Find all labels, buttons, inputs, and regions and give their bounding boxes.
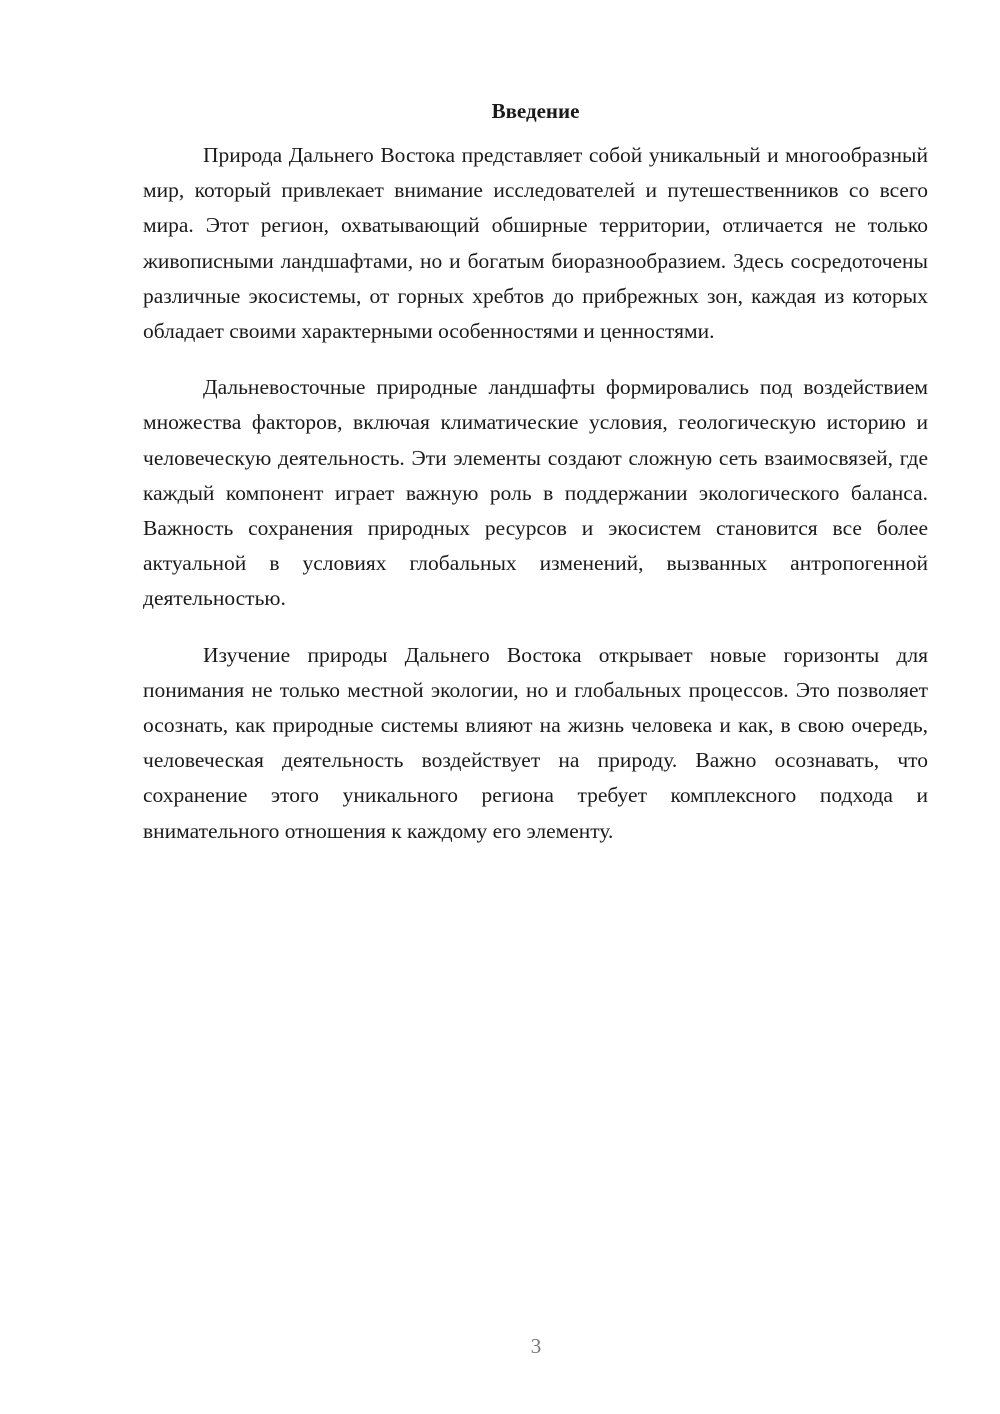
- page-number: 3: [530, 1334, 542, 1358]
- paragraph-1: Природа Дальнего Востока представляет собой уникальный и многообразный мир, который привлекает внимание исследователей и путешественников со всего мира. Этот регион, охватывающий обширные территории, отличается не только живописными ландшафтами, но и богатым биоразнообразием. Здесь сосредоточены различные экосистемы, от горных хребтов до прибрежных зон, каждая из которых обладает своими характерными особенностями и ценностями.: [143, 143, 928, 344]
- page-content: [143, 96, 928, 870]
- paragraph-2: Дальневосточные природные ландшафты формировались под воздействием множества факторов, включая климатические условия, геологическую историю и человеческую деятельность. Эти элементы создают сложную сеть взаимосвязей, где каждый компонент играет важную роль в поддержании экологического баланса. Важность сохранения природных ресурсов и экосистем становится все более актуальной в условиях глобальных изменений, вызванных антропогенной деятельностью.: [143, 375, 928, 611]
- paragraph-3: Изучение природы Дальнего Востока открывает новые горизонты для понимания не только местной экологии, но и глобальных процессов. Это позволяет осознать, как природные системы влияют на жизнь человека и как, в свою очередь, человеческая деятельность воздействует на природу. Важно осознавать, что сохранение этого уникального региона требует комплексного подхода и внимательного отношения к каждому его элементу.: [143, 642, 928, 843]
- section-heading: Введение: [491, 99, 580, 123]
